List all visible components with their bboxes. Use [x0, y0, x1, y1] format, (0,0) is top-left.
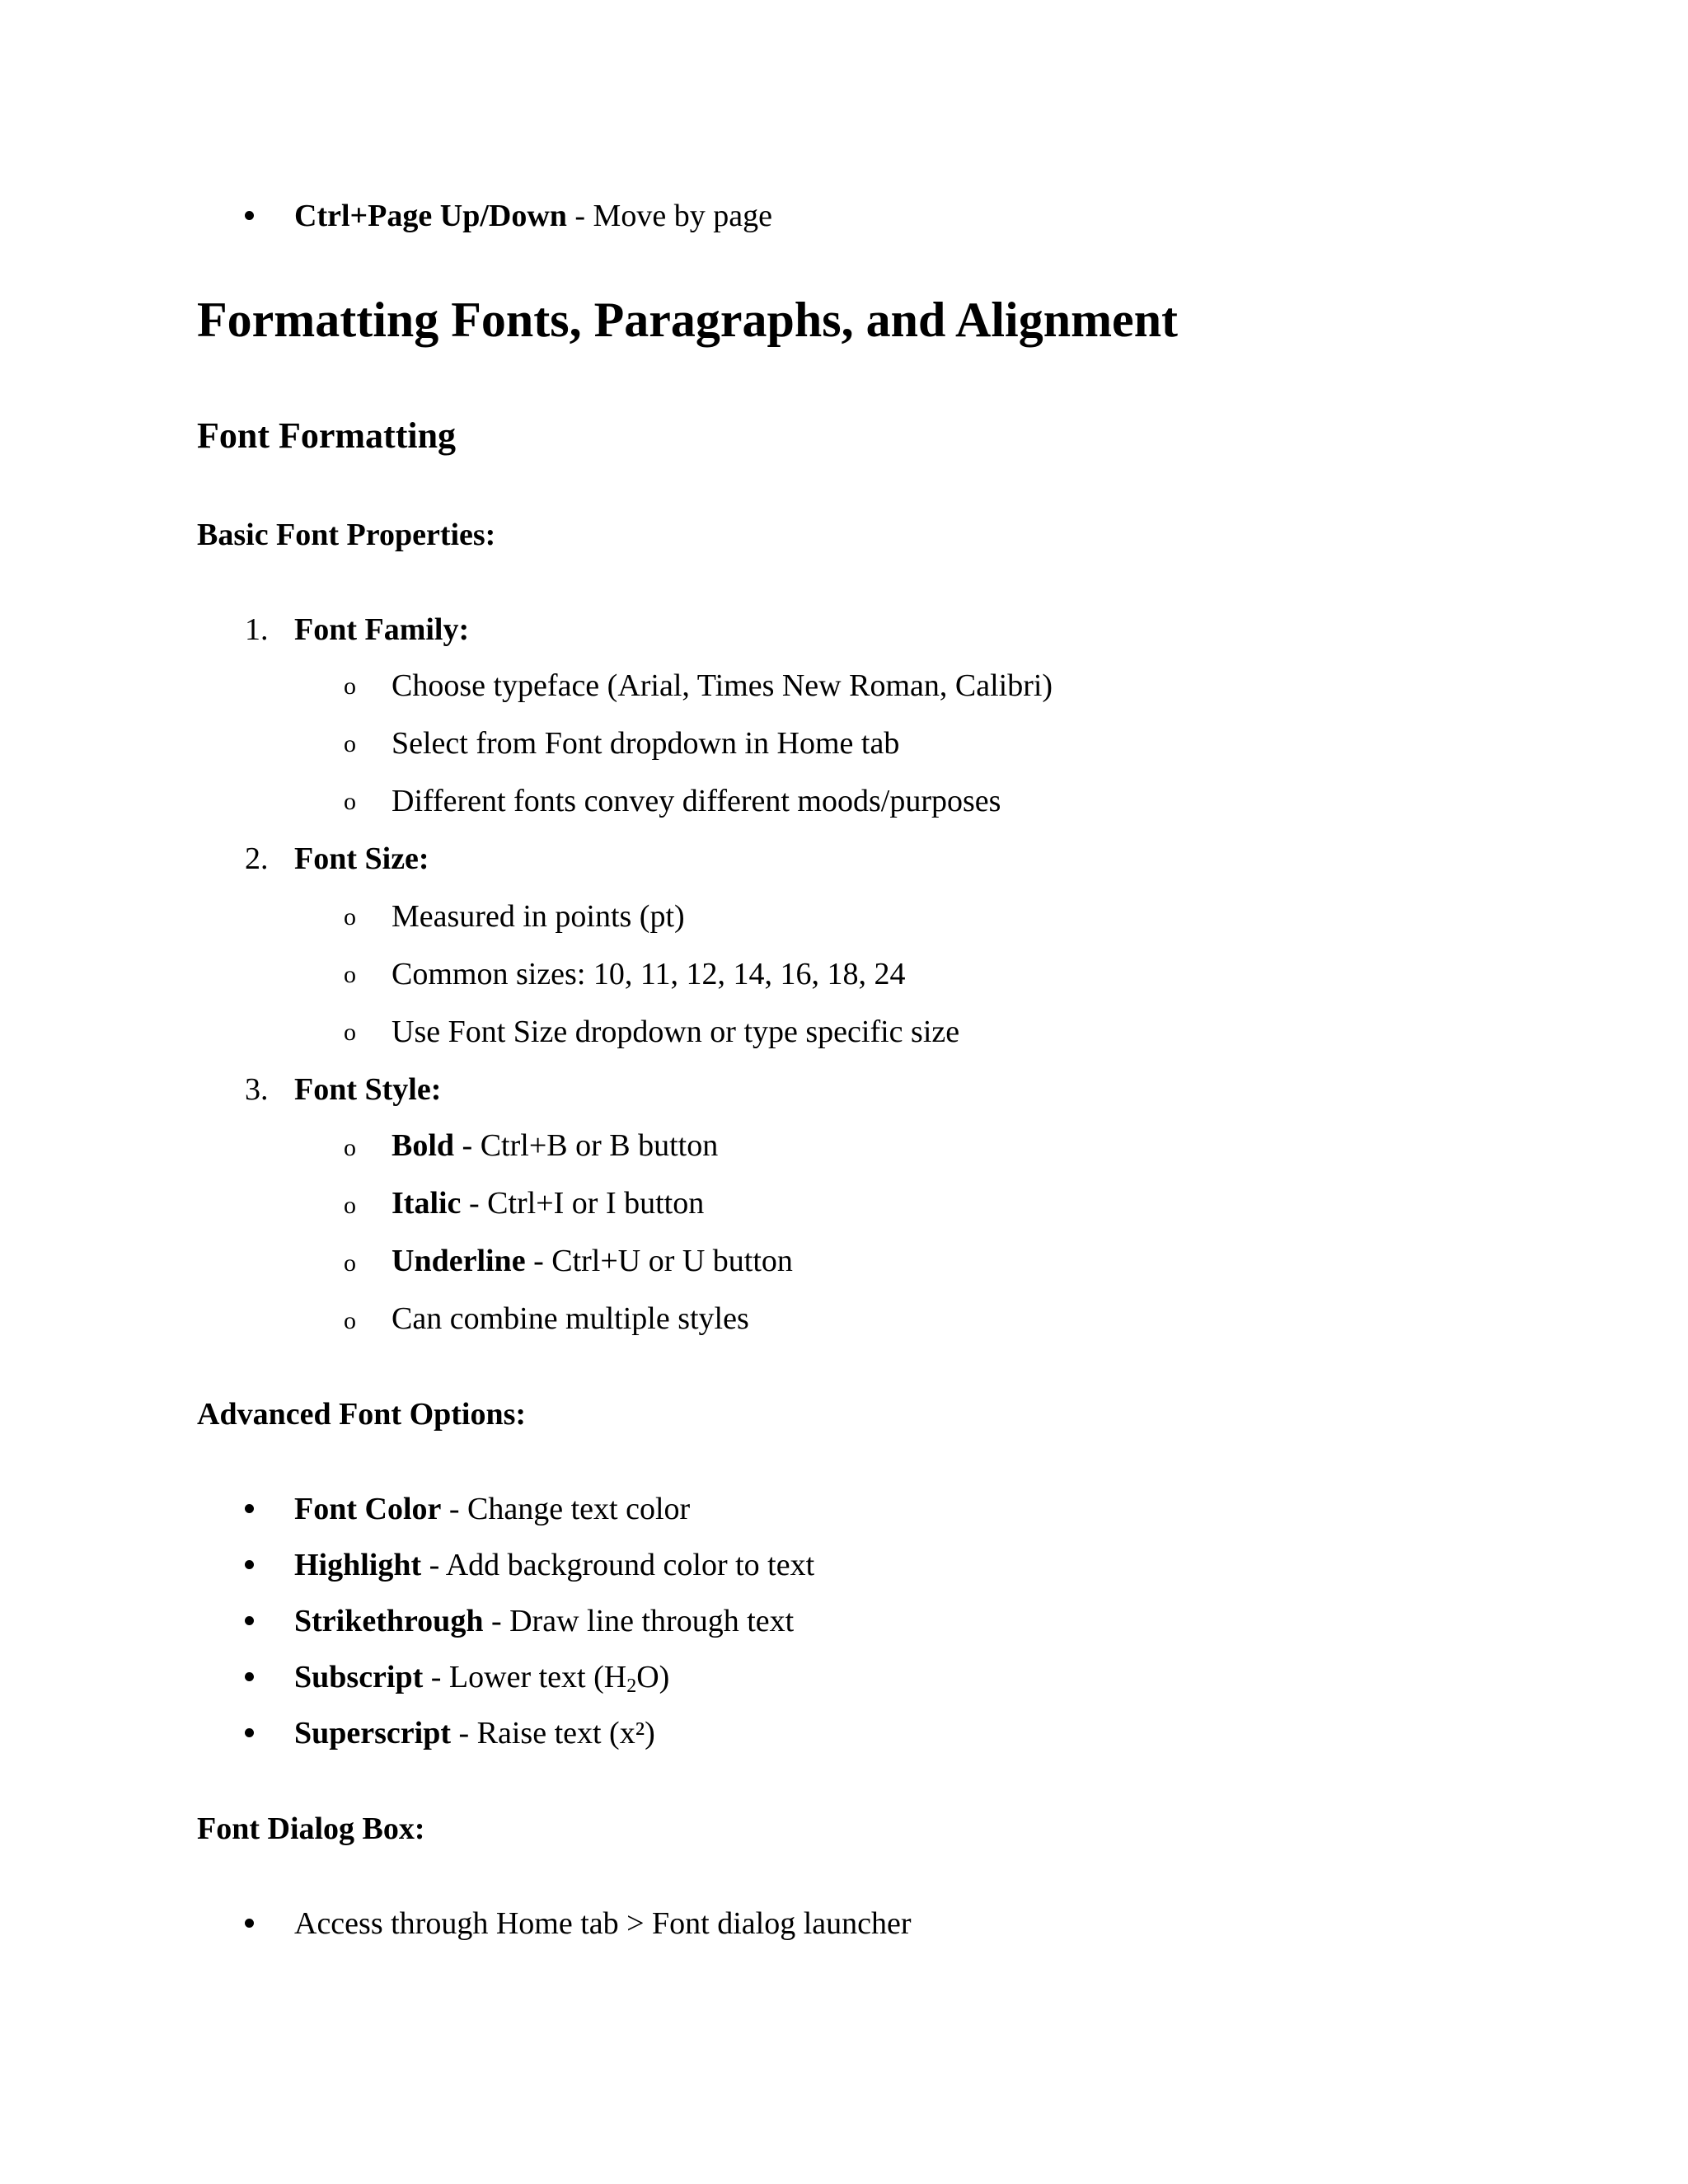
circle-bullet-icon: o [344, 1134, 356, 1161]
sub-list-item [392, 1188, 704, 1219]
sub-list-item-text: Can combine multiple styles [392, 1301, 749, 1336]
list-item-text: - Lower text (H [423, 1660, 627, 1694]
page-title: Formatting Fonts, Paragraphs, and Alignment [197, 293, 1179, 347]
list-number: 2. [245, 841, 269, 876]
list-item-bold: Strikethrough [294, 1604, 484, 1638]
list-item [294, 1718, 655, 1749]
sub-list-item [392, 1245, 793, 1277]
list-item-bold: Superscript [294, 1716, 451, 1750]
sub-list-item: Select from Font dropdown in Home tab [392, 726, 900, 761]
list-item [294, 1660, 670, 1697]
subsection-heading: Font Dialog Box: [197, 1811, 425, 1846]
subsection-heading: Advanced Font Options: [197, 1397, 527, 1432]
bullet-icon [245, 1560, 254, 1569]
sub-list-item-text: - Ctrl+U or U button [525, 1244, 793, 1278]
list-item: Access through Home tab > Font dialog launcher [294, 1906, 912, 1941]
bullet-icon [245, 1616, 254, 1625]
bullet-icon [245, 1728, 254, 1737]
sub-list-item: Different fonts convey different moods/purposes [392, 784, 1001, 818]
sub-list-item: Use Font Size dropdown or type specific size [392, 1015, 960, 1049]
list-item [294, 1493, 690, 1525]
list-item-title: Font Style: [294, 1072, 442, 1107]
list-item-bold: Highlight [294, 1548, 422, 1582]
list-item-bold: Ctrl+Page Up/Down [294, 199, 567, 233]
list-item-bold: Font Color [294, 1492, 442, 1526]
sub-list-item-text: - Ctrl+I or I button [461, 1186, 705, 1221]
list-item [294, 1549, 814, 1581]
circle-bullet-icon: o [344, 1249, 356, 1277]
list-item [294, 200, 772, 232]
circle-bullet-icon: o [344, 1019, 356, 1046]
bullet-icon [245, 1504, 254, 1513]
list-item-text: - Draw line through text [483, 1604, 795, 1638]
sub-list-item-bold: Bold [392, 1128, 455, 1163]
circle-bullet-icon: o [344, 903, 356, 930]
list-item [294, 1605, 794, 1637]
bullet-icon [245, 211, 254, 220]
sub-list-item [392, 1130, 718, 1161]
list-item-text: - Raise text (x²) [451, 1716, 655, 1750]
sub-list-item-text: - Ctrl+B or B button [454, 1128, 719, 1163]
circle-bullet-icon: o [344, 730, 356, 757]
bullet-icon [245, 1672, 254, 1681]
circle-bullet-icon: o [344, 961, 356, 988]
list-item-text: - Add background color to text [421, 1548, 815, 1582]
sub-list-item: Choose typeface (Arial, Times New Roman, Calibri) [392, 668, 1053, 703]
circle-bullet-icon: o [344, 788, 356, 815]
circle-bullet-icon: o [344, 1192, 356, 1219]
section-heading: Font Formatting [197, 415, 457, 456]
list-item-title: Font Size: [294, 841, 429, 876]
sub-list-item-bold: Underline [392, 1244, 526, 1278]
subscript-text: 2 [626, 1675, 637, 1697]
subsection-heading: Basic Font Properties: [197, 518, 496, 552]
sub-list-item [392, 1303, 749, 1334]
bullet-icon [245, 1919, 254, 1928]
sub-list-item-bold: Italic [392, 1186, 462, 1221]
list-item-bold: Subscript [294, 1660, 424, 1694]
list-item-title: Font Family: [294, 612, 470, 647]
sub-list-item: Common sizes: 10, 11, 12, 14, 16, 18, 24 [392, 957, 906, 991]
circle-bullet-icon: o [344, 1307, 356, 1334]
list-item-text: - Change text color [441, 1492, 691, 1526]
sub-list-item: Measured in points (pt) [392, 899, 685, 934]
list-number: 3. [245, 1072, 269, 1107]
list-item-text: - Move by page [566, 199, 772, 233]
list-number: 1. [245, 612, 269, 647]
list-item-text-after: O) [636, 1660, 670, 1694]
circle-bullet-icon: o [344, 673, 356, 700]
